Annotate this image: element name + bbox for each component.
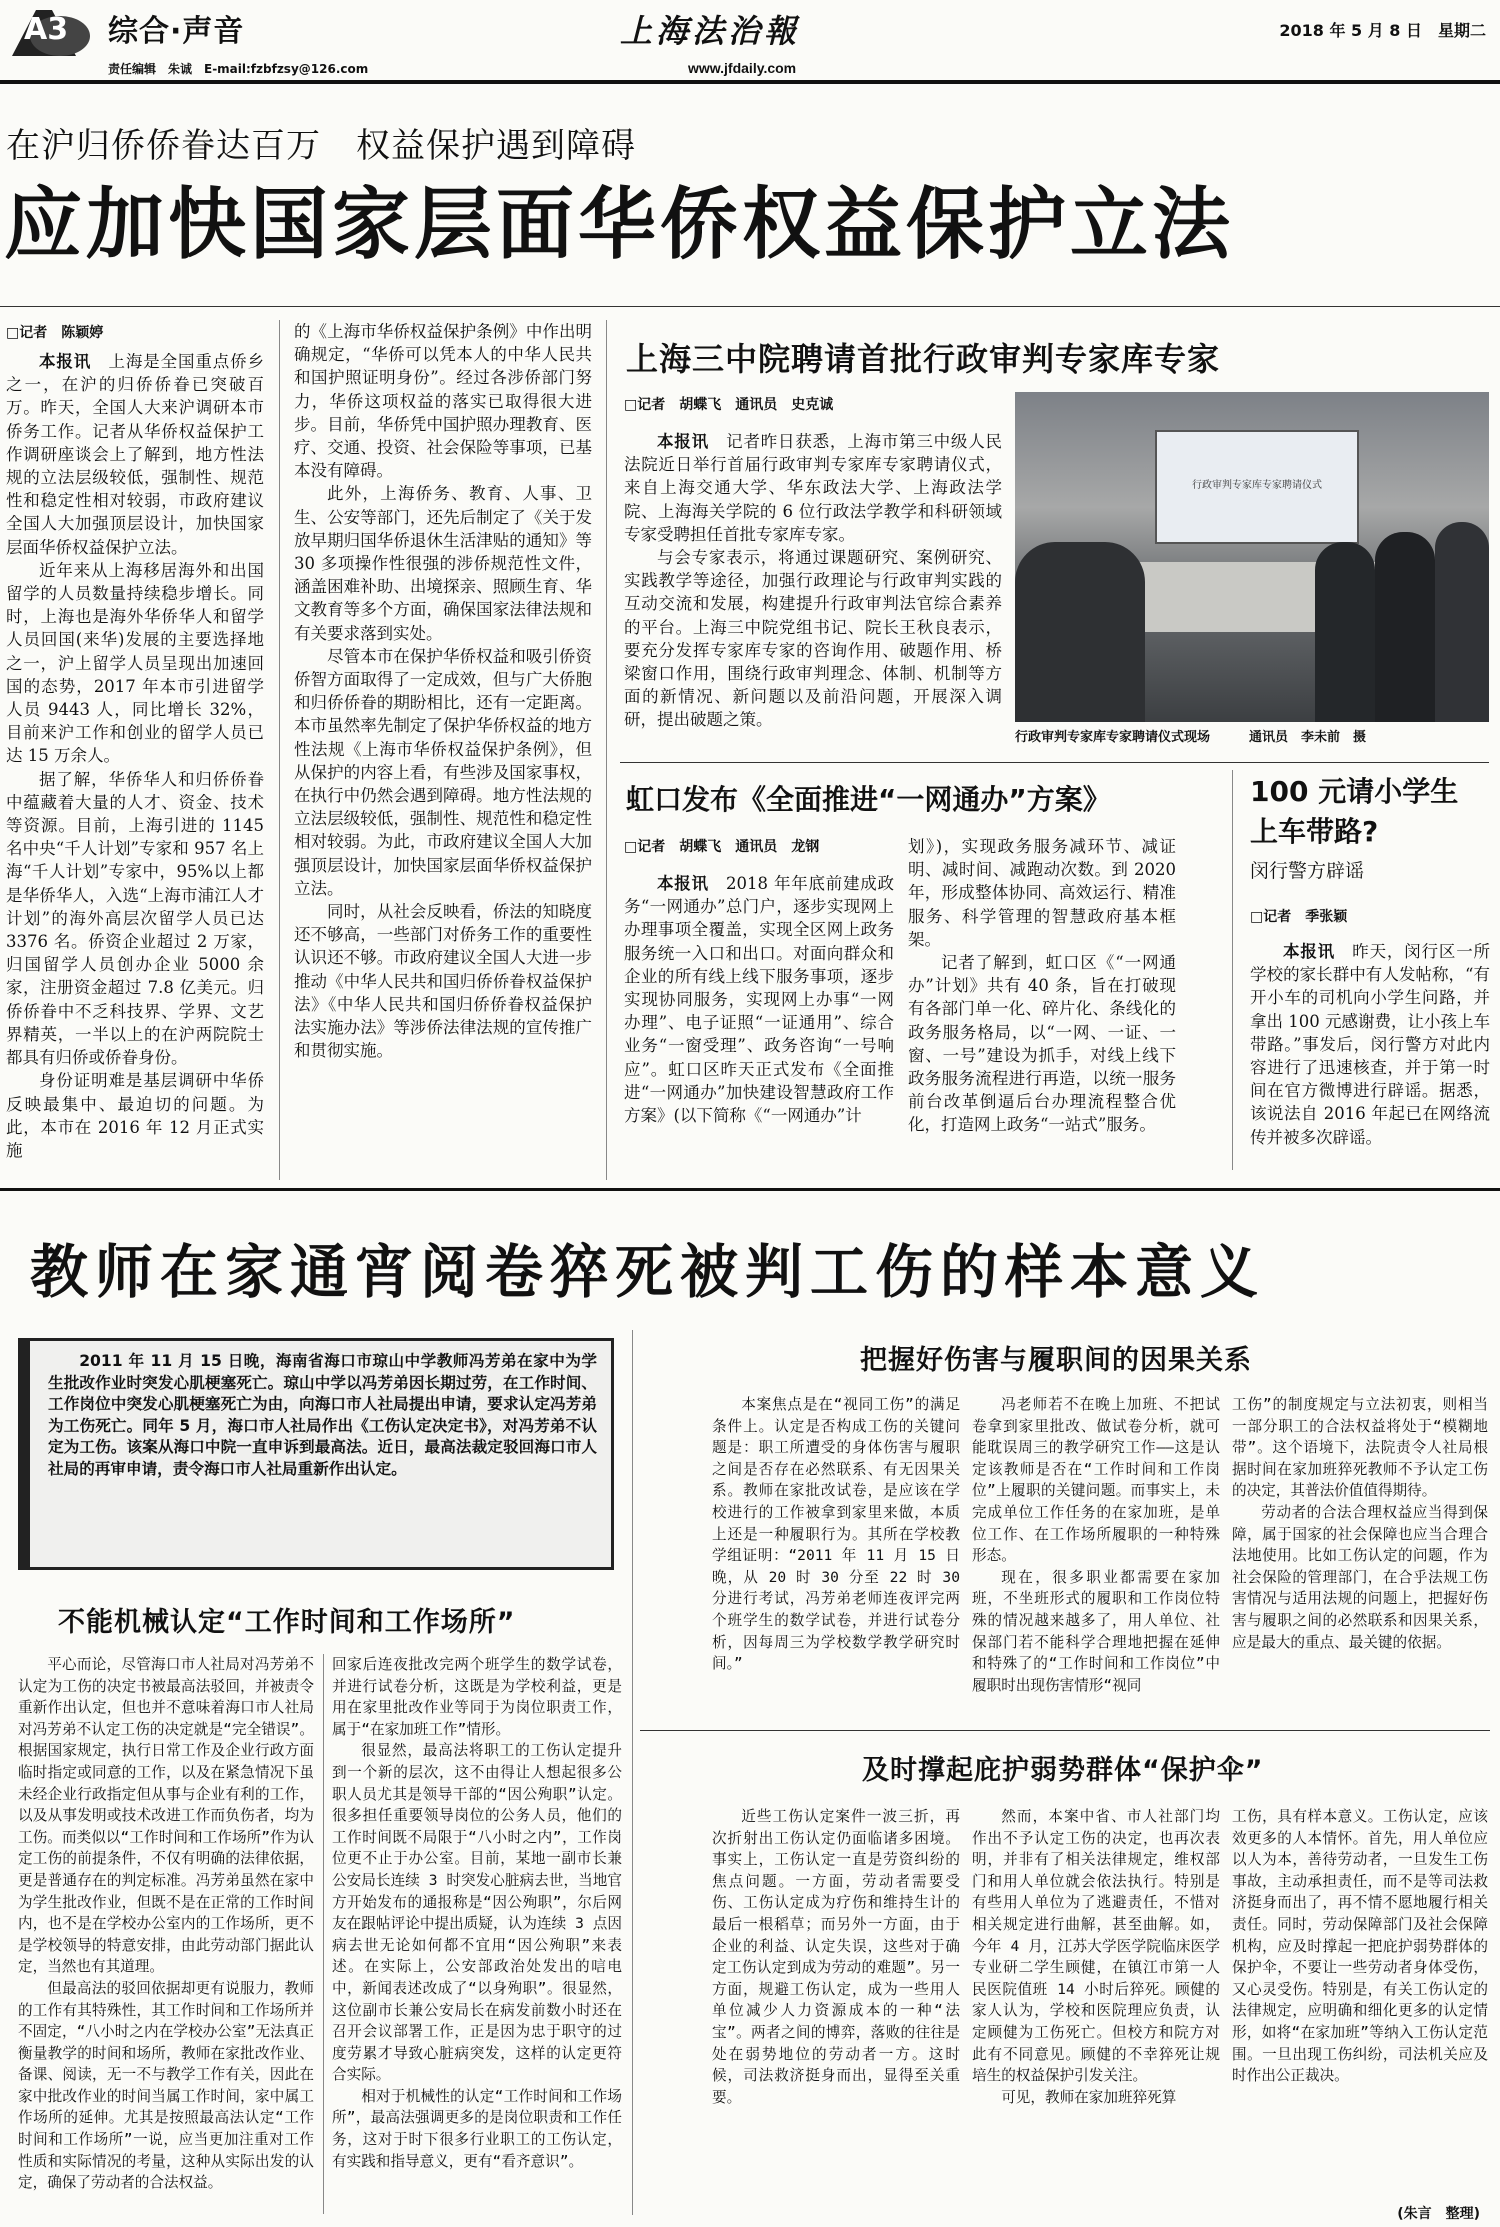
attendee-silhouette: [1015, 542, 1145, 722]
paragraph: 与会专家表示，将通过课题研究、案例研究、实践教学等途径，加强行政理论与行政审判实践的互动交流和发展，构建提升行政审判法官综合素养的平台。上海三中院党组书记、院长王秋良表示，要充分发挥专家库专家的咨询作用、破题作用、桥梁窗口作用，围绕行政审判理念、体制、机制等方面的新情况、新问题以及前沿问题，开展深入调研，提出破题之策。: [624, 548, 1002, 730]
projection-screen: [1155, 430, 1359, 544]
paragraph: 冯老师若不在晚上加班、不把试卷拿到家里批改、做试卷分析，就可能耽误周三的教学研究工作——这是认定该教师是否在“工作时间和工作岗位”上履职的关键问题。而事实上，未完成单位工作任务的在家加班，是单位工作、在工作场所履职的一种特殊形态。: [972, 1396, 1220, 1565]
paragraph: 回家后连夜批改完两个班学生的数学试卷，并进行试卷分析，这既是为学校利益，更是用在家里批改作业等同于为岗位职责工作，属于“在家加班工作”情形。: [332, 1656, 622, 1738]
minhang-story-body: [1250, 940, 1490, 1172]
lead-label: 本报讯: [39, 352, 92, 371]
editorial-intro-box: [18, 1338, 614, 1570]
paragraph: 平心而论，尽管海口市人社局对冯芳弟不认定为工伤的决定书被最高法驳回，并被责令重新作出认定，但也并不意味着海口市人社局对冯芳弟不认定工伤的决定就是“完全错误”。根据国家规定，执行日常工作及企业行政方面临时指定或同意的工作，以及在紧急情况下虽未经企业行政指定但从事与企业有利的工作，以及从事发明或技术改进工作而负伤者，均为工伤。而类似以“工作时间和工作场所”作为认定工伤的前提条件，不仅有明确的法律依据，更是普通存在的判定标准。冯芳弟虽然在家中为学生批改作业，但既不是在正常的工作时间内，也不是在学校办公室内的工作场所，更不是学校领导的特意安排，由此劳动部门据此认定，当然也有其道理。: [18, 1656, 314, 1976]
section-2-column-1: [712, 1394, 960, 1714]
column-divider: [606, 320, 607, 1180]
section-rule: [620, 762, 1489, 763]
lead-label: 本报讯: [657, 874, 709, 893]
section-3-column-1: [712, 1806, 960, 2217]
paragraph: 工伤”的制度规定与立法初衷，则相当一部分职工的合法权益将处于“模糊地带”。这个语境下，法院责令人社局根据时间在家加班猝死教师不予认定工伤的决定，其普法价值值得期待。: [1232, 1396, 1488, 1500]
page-number-badge: [8, 6, 96, 60]
photo-caption: 行政审判专家库专家聘请仪式现场 通讯员 李未前 摄: [1015, 730, 1367, 745]
section-1-title: 不能机械认定“工作时间和工作场所”: [58, 1607, 516, 1638]
paragraph: 划》)，实现政务服务减环节、减证明、减时间、减跑动次数。到 2020 年，形成整体协同、高效运行、精准服务、科学管理的智慧政府基本框架。: [908, 837, 1176, 949]
column-divider: [279, 320, 280, 1180]
hongkou-story-column-1: [624, 872, 894, 1172]
attendee-silhouette: [1435, 522, 1489, 722]
paragraph: 很显然，最高法将职工的工伤认定提升到一个新的层次，这不由得让人想起很多公职人员尤其是领导干部的“因公殉职”认定。很多担任重要领导岗位的公务人员，他们的工作时间既不局限于“八小时之内”，工作岗位更不止于办公室。目前，某地一副市长兼公安局长连续 3 时突发心脏病去世，当地官方开始发布的通报称是“因公殉职”，尔后网友在跟帖评论中提出质疑，认为连续 3 点因病去世无论如何都不宜用“因公殉职”来表述。在实际上，公安部政治处发出的唁电中，新闻表述改成了“以身殉职”。很显然，这位副市长兼公安局长在病发前数小时还在召开会议部署工作，正是因为忠于职守的过度劳累才导致心脏病突发，这样的认定更符合实际。: [332, 1742, 622, 2084]
lead-label: 本报讯: [1283, 942, 1335, 961]
intro-text: 2011 年 11 月 15 日晚，海南省海口市琼山中学教师冯芳弟在家中为学生批改作业时突发心肌梗塞死亡。琼山中学以冯芳弟因长期过劳，在工作时间、工作岗位中突发心肌梗塞死亡为由，向海口市人社局提出申请，要求认定冯芳弟为工伤死亡。同年 5 月，海口市人社局作出《工伤认定决定书》，对冯芳弟不认定为工伤。该案从海口中院一直申诉到最高法。近日，最高法裁定驳回海口市人社局的再审申请，责令海口市人社局重新作出认定。: [48, 1352, 597, 1478]
paragraph: [1250, 940, 1490, 1149]
minhang-headline-line-1: 100 元请小学生: [1250, 775, 1459, 808]
editorial-title: 教师在家通宵阅卷猝死被判工伤的样本意义: [30, 1238, 1266, 1306]
paragraph: 工伤，具有样本意义。工伤认定，应该效更多的人本情怀。首先，用人单位应以人为本，善待劳动者，一旦发生工伤事故，主动承担责任，而不是等司法救济挺身而出了，再不情不愿地履行相关责任。同时，劳动保障部门及社会保障机构，应及时撑起一把庇护弱势群体的保护伞，不要让一些劳动者身体受伤，又心灵受伤。特别是，有关工伤认定的法律规定，应明确和细化更多的认定情形，如将“在家加班”等纳入工伤认定范围。一旦出现工伤纠纷，司法机关应及时作出公正裁决。: [1232, 1808, 1488, 2085]
paragraph: 近些工伤认定案件一波三折，再次折射出工伤认定仍面临诸多困境。事实上，工伤认定一直是劳资纠纷的焦点问题。一方面，劳动者需要受伤、工伤认定成为疗伤和维持生计的最后一根稻草；而另外一方面，由于企业的利益、认定失误，这些对于确定工伤认定到成为劳动的难题”。另一方面，规避工伤认定，成为一些用人单位减少人力资源成本的一种“法宝”。两者之间的博弈，落败的往往是处在弱势地位的劳动者一方。这时候，司法救济挺身而出，显得至关重要。: [712, 1808, 960, 2106]
minhang-byline: □记者 季张颖: [1250, 909, 1348, 925]
minhang-headline-line-2: 上车带路?: [1250, 815, 1379, 848]
page-number: A3: [24, 12, 69, 47]
section-3-column-2: [972, 1806, 1220, 2217]
paragraph: 但最高法的驳回依据却更有说服力，教师的工作有其特殊性，其工作时间和工作场所并不固定，“八小时之内在学校办公室”无法真正衡量教学的时间和场所，教师在家批改作业、备课、阅读，无一不与教学工作有关，因此在家中批改作业的时间当属工作时间，家中属工作场所的延伸。尤其是按照最高法认定“工作时间和工作场所”一说，应当更加注重对工作性质和实际情况的考量，这种从实际出发的认定，确保了劳动者的合法权益。: [18, 1979, 314, 2192]
issue-date: 2018 年 5 月 8 日 星期二: [1279, 21, 1486, 40]
editor-line: 责任编辑 朱诚 E-mail:fzbfzsy@126.com: [108, 62, 369, 76]
newspaper-logo: 上海法治報: [620, 12, 801, 50]
hongkou-story-byline: □记者 胡蝶飞 通讯员 龙钢: [624, 839, 820, 855]
paragraph: 相对于机械性的认定“工作时间和工作场所”，最高法强调更多的是岗位职责和工作任务，这对于时下很多行业职工的工伤认定，有实践和指导意义，更有“看齐意识”。: [332, 2087, 622, 2170]
paragraph-text: 上海是全国重点侨乡之一，在沪的归侨侨眷已突破百万。昨天，全国人大来沪调研本市侨务工作。记者从华侨权益保护工作调研座谈会上了解到，地方性法规的立法层级较低，强制性、规范性和稳定性相对较弱，市政府建议全国人大加强顶层设计，加快国家层面华侨权益保护立法。: [6, 352, 264, 557]
minhang-subheadline: 闵行警方辟谣: [1250, 860, 1365, 882]
paragraph-text: 昨天，闵行区一所学校的家长群中有人发帖称，“有开小车的司机向小学生问路，并拿出 100 元感谢费，让小孩上车带路。”事发后，闵行警方对此内容进行了迅速核查，并于第一时间在官方微博进行辟谣。据悉，该说法自 2016 年起已在网络流传并被多次辟谣。: [1250, 942, 1490, 1147]
top-story-byline: □记者 陈颖婷: [6, 325, 104, 341]
court-ceremony-photo: [1015, 392, 1489, 722]
editorial-signature: (朱言 整理): [1397, 2206, 1480, 2222]
section-1-column-2: [332, 1654, 622, 2217]
court-story-byline: □记者 胡蝶飞 通讯员 史克诚: [624, 397, 834, 413]
paragraph: 可见，教师在家加班猝死算: [1001, 2088, 1177, 2106]
court-story-body: [624, 430, 1002, 750]
section-rule: [640, 1730, 1490, 1731]
website-url[interactable]: www.jfdaily.com: [688, 60, 797, 76]
section-divider: [0, 1188, 1500, 1191]
masthead-rule: [0, 80, 1500, 84]
paragraph: 记者了解到，虹口区《“一网通办”计划》共有 40 条，旨在打破现有各部门单一化、碎片化、条线化的政务服务格局，以“一网、一证、一窗、一号”建设为抓手，对线上线下政务服务流程进行再造，以统一服务前台改革倒逼后台办理流程整合优化，打造网上政务“一站式”服务。: [908, 953, 1176, 1135]
column-divider: [1232, 770, 1233, 1170]
paragraph: 据了解，华侨华人和归侨侨眷中蕴藏着大量的人才、资金、技术等资源。目前，上海引进的 1145 名中央“千人计划”专家和 957 名上海“千人计划”专家中，95%以上都是华侨华人，入选“上海市浦江人才计划”的海外高层次留学人员已达 3376 名。侨资企业超过 2 万家，归国留学人员创办企业 5000 余家，注册资金超过 7.8 亿美元。归侨侨眷中不乏科技界、学界、文艺界精英，一半以上的在沪两院院士都具有归侨或侨眷身份。: [6, 769, 264, 1068]
paragraph-text: 2018 年年底前建成政务“一网通办”总门户，逐步实现网上办理事项全覆盖，实现全区网上政务服务统一入口和出口。对面向群众和企业的所有线上线下服务事项，逐步实现协同服务，实现网上办事“一网办理”、电子证照“一证通用”、综合业务“一窗受理”、政务咨询“一号响应”。虹口区昨天正式发布《全面推进“一网通办”加快建设智慧政府工作方案》(以下简称《“一网通办”计: [624, 874, 894, 1126]
column-divider: [632, 1330, 633, 2215]
headline-rule: [0, 306, 1500, 307]
paragraph: 然而，本案中省、市人社部门均作出不予认定工伤的决定，也再次表明，并非有了相关法律规定，维权部门和用人单位就会依法执行。特别是有些用人单位为了逃避责任，不惜对相关规定进行曲解，甚至曲解。如，今年 4 月，江苏大学医学院临床医学专业研二学生顾健，在镇江市第一人民医院值班 14 小时后猝死。顾健的家人认为，学校和医院理应负责，认定顾健为工伤死亡。但校方和院方对此有不同意见。顾健的不幸猝死让规培生的权益保护引发关注。: [972, 1808, 1220, 2085]
top-story-kicker: 在沪归侨侨眷达百万 权益保护遇到障碍: [6, 126, 636, 166]
hongkou-story-column-2: [908, 835, 1176, 1172]
attendee-silhouette: [1315, 542, 1375, 722]
section-2-column-3: [1232, 1394, 1488, 1714]
section-1-column-1: [18, 1654, 314, 2217]
column-divider: [323, 1654, 324, 2214]
paragraph-text: 记者昨日获悉，上海市第三中级人民法院近日举行首届行政审判专家库专家聘请仪式，来自上海交通大学、华东政法大学、上海政法学院、上海海关学院的 6 位行政法学教学和科研领域专家受聘担任首批专家库专家。: [624, 432, 1002, 544]
top-story-column-2: [294, 320, 592, 1175]
paragraph: 近年来从上海移居海外和出国留学的人员数量持续稳步增长。同时，上海也是海外华侨华人和留学人员回国(来华)发展的主要选择地之一，沪上留学人员呈现出加速回国的态势，2017 年本市引进留学人员 9443 人，同比增长 32%，目前来沪工作和创业的留学人员已达 15 万余人。: [6, 560, 264, 766]
paragraph: 劳动者的合法合理权益应当得到保障，属于国家的社会保障也应当合理合法地使用。比如工伤认定的问题，作为社会保险的管理部门，在合乎法规工伤害情况与适用法规的问题上，把握好伤害与履职之间的必然联系和因果关系，应是最大的重点、最关键的依据。: [1232, 1503, 1488, 1651]
paragraph: 本案焦点是在“视同工伤”的满足条件上。认定是否构成工伤的关键问题是：职工所遭受的身体伤害与履职之间是否存在必然联系、有无因果关系。教师在家批改试卷，是应该在学校进行的工作被拿到家里来做，本质上还是一种履职行为。其所在学校教学组证明：“2011 年 11 月 15 日晚，从 20 时 30 分至 22 时 30 分进行考试，冯芳弟老师连夜评完两个班学生的数学试卷，并进行试卷分析，因每周三为学校数学教学研究时间。”: [712, 1396, 960, 1673]
paragraph: 同时，从社会反映看，侨法的知晓度还不够高，一些部门对侨务工作的重要性认识还不够。市政府建议全国人大进一步推动《中华人民共和国归侨侨眷权益保护法》《中华人民共和国归侨侨眷权益保护法实施办法》等涉侨法律法规的宣传推广和贯彻实施。: [294, 902, 592, 1061]
top-story-headline: 应加快国家层面华侨权益保护立法: [4, 180, 1235, 270]
paragraph: 身份证明难是基层调研中华侨反映最集中、最迫切的问题。为此，本市在 2016 年 12 月正式实施: [6, 1071, 264, 1160]
paragraph: 尽管本市在保护华侨权益和吸引侨资侨智方面取得了一定成效，但与广大侨胞和归侨侨眷的期盼相比，还有一定距离。本市虽然率先制定了保护华侨权益的地方性法规《上海市华侨权益保护条例》，但从保护的内容上看，有些涉及国家事权，在执行中仍然会遇到障碍。地方性法规的立法层级较低，强制性、规范性和稳定性相对较弱。为此，市政府建议全国人大加强顶层设计，加快国家层面华侨权益保护立法。: [294, 646, 592, 898]
attendee-silhouette: [1375, 532, 1435, 722]
section-2-title: 把握好伤害与履职间的因果关系: [860, 1345, 1252, 1376]
paragraph: [624, 430, 1002, 546]
paragraph: [624, 872, 894, 1127]
section-3-column-3: [1232, 1806, 1488, 2201]
lead-label: 本报讯: [657, 432, 709, 451]
screen-text: 行政审判专家库专家聘请仪式: [1192, 480, 1322, 491]
paragraph: 的《上海市华侨权益保护条例》中作出明确规定，“华侨可以凭本人的中华人民共和国护照证明身份”。经过各涉侨部门努力，华侨这项权益的落实已取得很大进步。目前，华侨凭中国护照办理教育、医疗、交通、投资、社会保险等事项，已基本没有障碍。: [294, 322, 592, 481]
section-3-title: 及时撑起庇护弱势群体“保护伞”: [862, 1755, 1264, 1786]
court-story-headline: 上海三中院聘请首批行政审判专家库专家: [626, 340, 1221, 378]
section-name: 综合·声音: [108, 14, 245, 49]
section-2-column-2: [972, 1394, 1220, 1714]
hongkou-story-headline: 虹口发布《全面推进“一网通办”方案》: [626, 783, 1111, 816]
top-story-column-1: [6, 350, 264, 1175]
paragraph: [6, 350, 264, 559]
paragraph: 现在，很多职业都需要在家加班，不坐班形式的履职和工作岗位特殊的情况越来越多了，用人单位、社保部门若不能科学合理地把握在延伸和特殊了的“工作时间和工作岗位”中履职时出现伤害情形“视同: [972, 1568, 1220, 1694]
paragraph: 此外，上海侨务、教育、人事、卫生、公安等部门，还先后制定了《关于发放早期归国华侨退休生活津贴的通知》等 30 多项操作性很强的涉侨规范性文件，涵盖困难补助、出境探亲、照顾生育、华文教育等多个方面，确保国家法律法规和有关要求落到实处。: [294, 484, 592, 643]
